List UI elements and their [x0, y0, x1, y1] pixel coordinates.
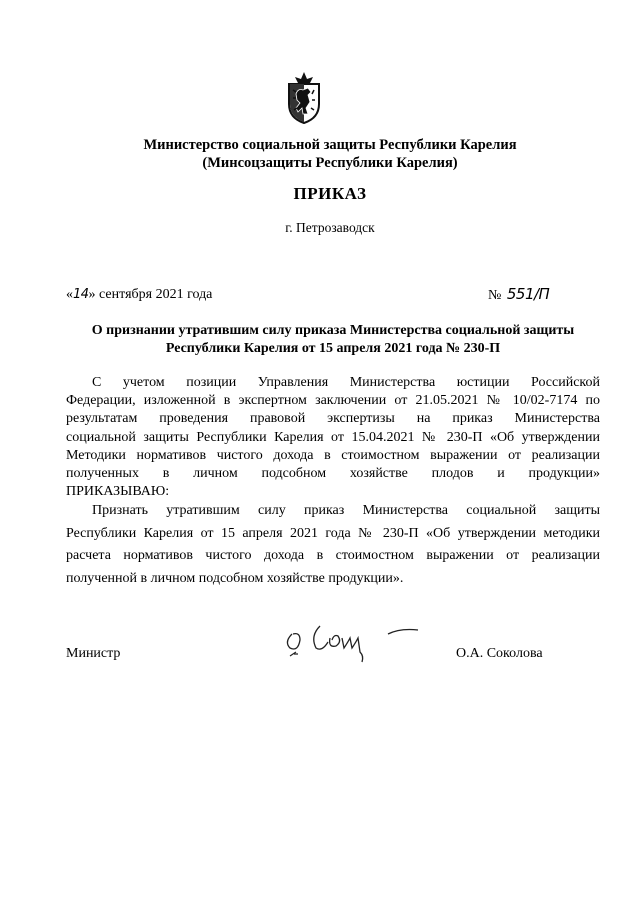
date-open-quote: « — [66, 287, 73, 302]
paragraph-line: результатам проведения правовой экспертизы на приказ Министерства — [66, 411, 600, 427]
handwritten-signature — [280, 612, 440, 664]
paragraph-basis — [66, 374, 600, 501]
subject-line: О признании утратившим силу приказа Министерства социальной защиты — [91, 323, 575, 338]
paragraph-line: С учетом позиции Управления Министерства юстиции Российской — [92, 375, 600, 390]
paragraph-line: полученной в личном подсобном хозяйстве продукции». — [66, 570, 404, 586]
subject-line: Республики Карелия от 15 апреля 2021 года № 230-П — [165, 341, 501, 356]
paragraph-line: Федерации, изложенной в экспертном заключении от 21.05.2021 № 10/02-7174 по — [66, 393, 600, 409]
paragraph-line: Признать утратившим силу приказ Министерства социальной защиты — [92, 503, 600, 518]
order-subject — [66, 322, 600, 358]
signer-name: О.А. Соколова — [456, 646, 543, 661]
karelia-emblem-icon — [284, 70, 324, 124]
paragraph-line: полученных в личном подсобном хозяйстве плодов и продукции» — [66, 465, 600, 481]
paragraph-line: Методики нормативов чистого дохода в стоимостном выражении от реализации — [66, 447, 600, 463]
date-day-handwritten: 14 — [73, 287, 89, 302]
paragraph-line: Республики Карелия от 15 апреля 2021 года № 230-П «Об утверждении методики — [66, 525, 600, 541]
order-directive: ПРИКАЗЫВАЮ: — [66, 484, 170, 500]
city: г. Петрозаводск — [285, 220, 375, 235]
order-number — [488, 285, 549, 304]
number-prefix: № — [488, 288, 502, 303]
paragraph-line: расчета нормативов чистого дохода в стоимостном выражении от реализации — [66, 548, 600, 563]
signer-position: Министр — [66, 646, 121, 661]
order-date — [66, 287, 212, 303]
ministry-short-name: (Минсоцзащиты Республики Карелия) — [202, 155, 458, 171]
paragraph-line: социальной защиты Республики Карелия от 15.04.2021 № 230-П «Об утверждении — [66, 429, 600, 445]
paragraph-decision — [66, 500, 600, 590]
ministry-name: Министерство социальной защиты Республики Карелия — [143, 137, 517, 153]
number-handwritten: 551/П — [506, 285, 550, 303]
document-type: ПРИКАЗ — [293, 184, 367, 203]
date-month-year: » сентября 2021 года — [88, 287, 213, 302]
ministry-heading — [70, 136, 590, 172]
